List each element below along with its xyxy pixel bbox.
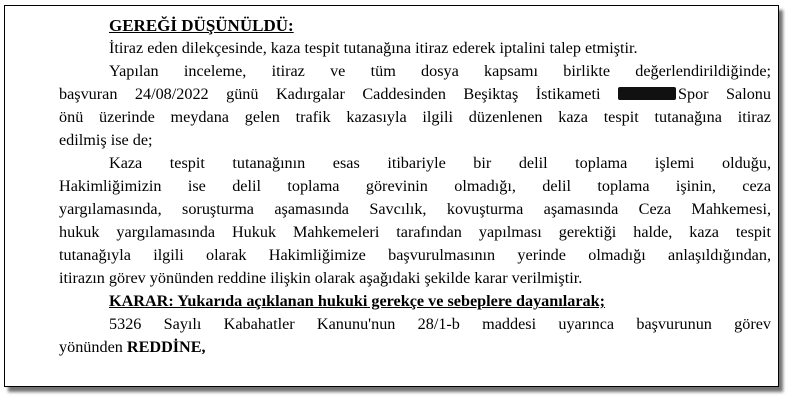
paragraph-reasoning-line-1: Kaza tespit tutanağının esas itibariyle bir delil toplama işlemi olduğu, [109,154,771,172]
decision-prefix: yönünden [59,338,123,356]
paragraph-reasoning-line-4: hukuk yargılamasında Hukuk Mahkemeleri tarafından yapılması gerektiği halde, kaza tespit [59,223,771,241]
decision-verdict: REDDİNE, [126,338,206,356]
review-line-2-start: başvuran 24/08/2022 günü Kadırgalar Caddesinden Beşiktaş İstikameti [59,85,601,103]
paragraph-reasoning-line-5: tutanağıyla ilgili olarak Hakimliğimize başvurulmasının yerinde olmadığı anlaşıldığından, [59,246,771,264]
paragraph-review-line-1: Yapılan inceleme, itiraz ve tüm dosya kapsamı birlikte değerlendirildiğinde; [109,62,771,80]
paragraph-decision-line-1: 5326 Sayılı Kabahatler Kanunu'nun 28/1-b maddesi uyarınca başvurunun görev [109,315,771,333]
document-frame [4,5,779,387]
paragraph-review-line-2 [59,83,771,106]
karar-heading [59,290,771,313]
paragraph-reasoning-line-3: yargılamasında, soruşturma aşamasında Savcılık, kovuşturma aşamasında Ceza Mahkemesi, [59,200,771,218]
document-body [59,14,771,359]
paragraph-reasoning-line-6: itirazın görev yönünden reddine ilişkin olarak aşağıdaki şekilde karar verilmiştir. [59,269,583,287]
section-heading: GEREĞİ DÜŞÜNÜLDÜ: [109,16,294,35]
karar-label: KARAR: Yukarıda açıklanan hukuki gerekçe ve sebeplere dayanılarak; [109,292,606,310]
paragraph-decision-line-2 [59,336,771,359]
paragraph-review-line-3: önü üzerinde meydana gelen trafik kazasıyla ilgili düzenlenen kaza tespit tutanağına itiraz [59,108,771,126]
review-line-2-end: Spor Salonu [677,85,771,103]
paragraph-reasoning-line-2: Hakimliğimizin ise delil toplama görevinin olmadığı, delil toplama işinin, ceza [59,177,771,195]
redaction-mark [618,87,676,100]
paragraph-objection-line: İtiraz eden dilekçesinde, kaza tespit tutanağına itiraz ederek iptalini talep etmiştir. [109,39,638,57]
paragraph-review-line-4: edilmiş ise de; [59,131,153,149]
